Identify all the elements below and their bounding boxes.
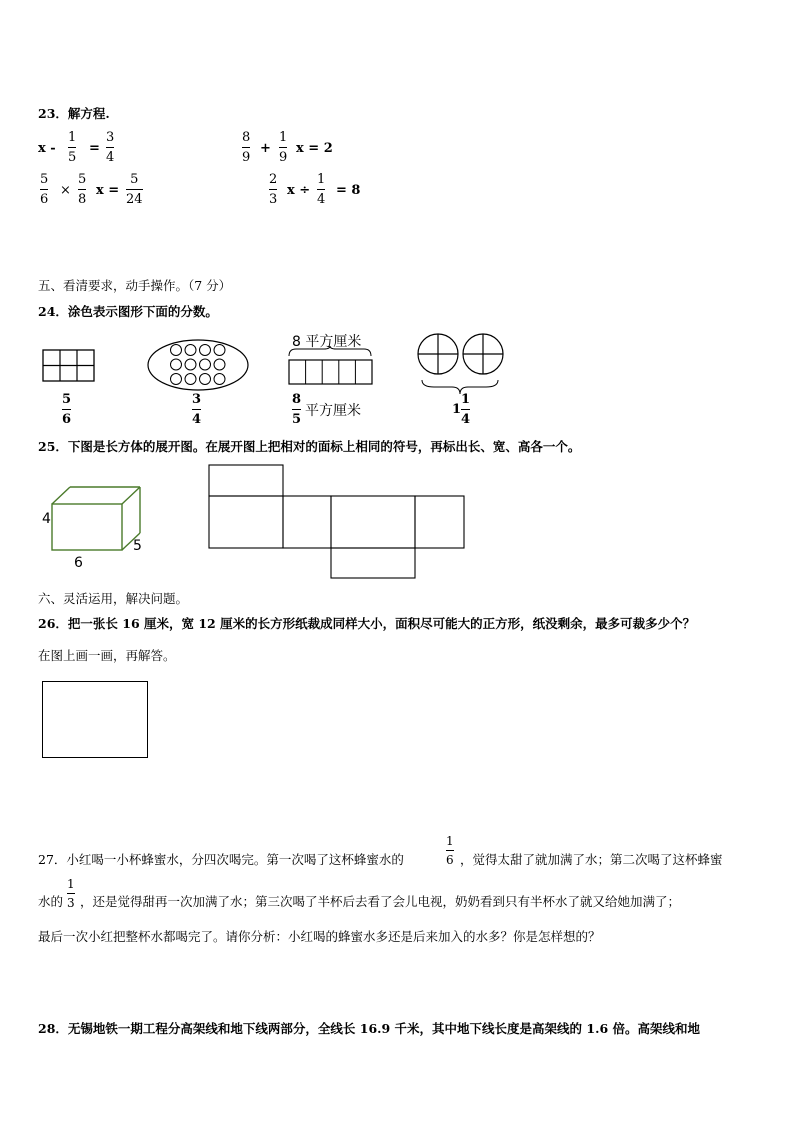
drawing-rectangle xyxy=(42,681,148,758)
q25-heading: 25．下图是长方体的展开图。在展开图上把相对的面标上相同的符号，再标出长、宽、高各一个。 xyxy=(38,439,581,454)
denominator: 4 xyxy=(192,412,202,427)
circles-ellipse-figure xyxy=(146,338,250,392)
eq1-frac1 xyxy=(68,130,76,165)
q28-line1: 28．无锡地铁一期工程分高架线和地下线两部分，全线长 16.9 千米，其中地下线长度是高架线的 1.6 倍。高架线和地 xyxy=(38,1021,700,1036)
section-6-title: 六、灵活运用，解决问题。 xyxy=(38,591,189,606)
denominator: 9 xyxy=(279,150,288,165)
numerator: 5 xyxy=(130,172,139,187)
denominator: 24 xyxy=(126,192,143,207)
eq3-frac2 xyxy=(78,172,86,207)
q26-line2: 在图上画一画，再解答。 xyxy=(38,648,176,663)
q27-line2a: 水的 xyxy=(38,894,64,909)
q27-line1a: 27．小红喝一小杯蜂蜜水，分四次喝完。第一次喝了这杯蜂蜜水的 xyxy=(38,852,404,867)
eq3-times: × xyxy=(60,183,71,198)
grid-rectangle-figure xyxy=(42,349,96,383)
q27-line3: 最后一次小红把整杯水都喝完了。请你分析：小红喝的蜂蜜水多还是后来加入的水多？你是怎样想的？ xyxy=(38,929,601,944)
denominator: 6 xyxy=(446,853,454,867)
numerator: 8 xyxy=(292,392,302,407)
eq3-frac1 xyxy=(40,172,48,207)
eq3-frac3 xyxy=(126,172,143,207)
denominator: 3 xyxy=(269,192,278,207)
cuboid-width-label: 5 xyxy=(133,538,142,554)
numerator: 3 xyxy=(192,392,202,407)
section-5-title: 五、看清要求，动手操作。（7 分） xyxy=(38,278,232,293)
denominator: 4 xyxy=(106,150,115,165)
numerator: 2 xyxy=(269,172,278,187)
numerator: 5 xyxy=(40,172,49,187)
fig2-fraction xyxy=(192,392,201,427)
numerator: 1 xyxy=(317,172,326,187)
numerator: 1 xyxy=(67,877,75,891)
cuboid-net-figure xyxy=(208,464,468,580)
cuboid-length-label: 6 xyxy=(74,555,83,571)
denominator: 6 xyxy=(40,192,49,207)
eq1-equals: = xyxy=(89,141,100,156)
q23-heading: 23．解方程. xyxy=(38,106,110,121)
q27-line2b: ，还是觉得甜再一次加满了水；第三次喝了半杯后去看了会儿电视，奶奶看到只有半杯水了就又给她加满了； xyxy=(80,894,681,909)
eq4-frac1 xyxy=(269,172,277,207)
two-circles-figure xyxy=(414,332,508,398)
cuboid-height-label: 4 xyxy=(42,511,51,527)
denominator: 9 xyxy=(242,150,251,165)
denominator: 5 xyxy=(292,412,302,427)
eq4-frac2 xyxy=(317,172,325,207)
numerator: 8 xyxy=(242,130,251,145)
numerator: 3 xyxy=(106,130,115,145)
eq2-rest: x = 2 xyxy=(296,141,333,156)
fig3-unit: 平方厘米 xyxy=(305,403,361,419)
eq3-xeq: x = xyxy=(96,183,120,198)
eq4-xdiv: x ÷ xyxy=(287,183,311,198)
fig3-top-label: 8 平方厘米 xyxy=(292,334,362,350)
q27-fraction-1 xyxy=(446,834,454,867)
numerator: 1 xyxy=(279,130,288,145)
fig1-fraction xyxy=(62,392,71,427)
strip-rectangle-figure xyxy=(286,346,376,388)
denominator: 4 xyxy=(461,412,471,427)
numerator: 1 xyxy=(68,130,77,145)
q24-heading: 24．涂色表示图形下面的分数。 xyxy=(38,304,218,319)
eq2-frac2 xyxy=(279,130,287,165)
eq1-x: x - xyxy=(38,141,56,156)
denominator: 4 xyxy=(317,192,326,207)
fig4-whole: 1 xyxy=(452,402,462,417)
q26-line1: 26．把一张长 16 厘米，宽 12 厘米的长方形纸裁成同样大小，面积尽可能大的正方形，纸没剩余，最多可裁多少个？ xyxy=(38,616,696,631)
numerator: 5 xyxy=(62,392,72,407)
eq2-frac1 xyxy=(242,130,250,165)
eq4-equals: = 8 xyxy=(336,183,361,198)
q27-line1b: ，觉得太甜了就加满了水；第二次喝了这杯蜂蜜 xyxy=(460,852,723,867)
fig4-fraction xyxy=(461,392,470,427)
denominator: 6 xyxy=(62,412,72,427)
eq1-frac2 xyxy=(106,130,114,165)
numerator: 1 xyxy=(446,834,454,848)
q27-fraction-2 xyxy=(67,877,75,910)
denominator: 8 xyxy=(78,192,87,207)
denominator: 3 xyxy=(67,896,75,910)
cuboid-figure xyxy=(50,486,142,552)
numerator: 1 xyxy=(461,392,471,407)
fig3-fraction xyxy=(292,392,301,427)
denominator: 5 xyxy=(68,150,77,165)
eq2-plus: + xyxy=(260,141,271,156)
numerator: 5 xyxy=(78,172,87,187)
